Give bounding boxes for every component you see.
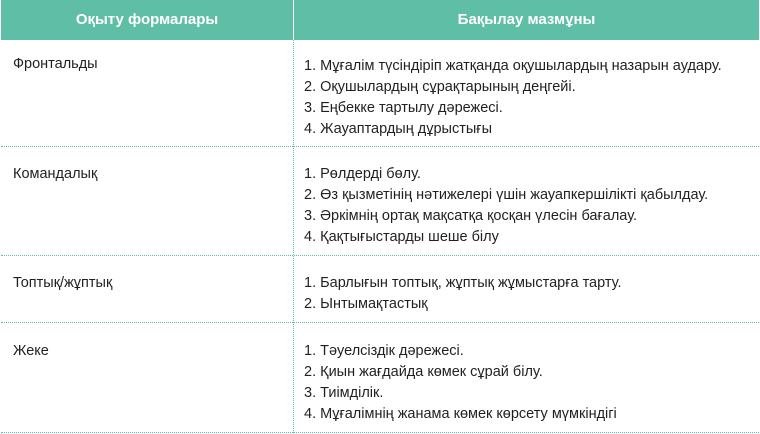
table-row [1, 147, 759, 256]
list-item: 1. Рөлдерді бөлу. [304, 166, 421, 182]
list-item: 1. Тәуелсіздік дәрежесі. [304, 343, 464, 359]
control-list [304, 164, 708, 248]
list-item: 2. Ынтымақтастық [304, 296, 428, 312]
list-item: 3. Тиімділік. [304, 385, 384, 401]
list-item: 1. Барлығын топтық, жұптық жұмыстарға тарту. [304, 275, 622, 291]
list-item: 2. Оқушылардың сұрақтарының деңгейі. [304, 79, 576, 95]
list-item: 1. Мұғалім түсіндіріп жатқанда оқушылардың назарын аудару. [304, 58, 722, 74]
table-row [1, 40, 759, 147]
content-table [1, 0, 759, 433]
column-divider [293, 40, 294, 433]
list-item: 4. Жауаптардың дұрыстығы [304, 121, 492, 137]
list-item: 3. Еңбекке тартылу дәрежесі. [304, 100, 503, 116]
control-list [304, 56, 722, 140]
form-name: Топтық/жұптық [13, 275, 113, 291]
form-name: Командалық [13, 166, 98, 182]
table-row [1, 323, 759, 433]
list-item: 4. Мұғалімнің жанама көмек көрсету мүмкіндігі [304, 406, 617, 422]
list-item: 2. Өз қызметінің нәтижелері үшін жауапкершілікті қабылдау. [304, 187, 709, 203]
form-name: Фронтальды [13, 56, 98, 72]
form-name: Жеке [13, 343, 49, 359]
control-list [304, 273, 622, 315]
list-item: 3. Әркімнің ортақ мақсатқа қосқан үлесін бағалау. [304, 208, 638, 224]
list-item: 4. Қақтығыстарды шеше білу [304, 229, 499, 245]
header-content: Бақылау мазмұны [457, 11, 596, 28]
list-item: 2. Қиын жағдайда көмек сұрай білу. [304, 364, 543, 380]
control-list [304, 341, 617, 425]
table-row [1, 256, 759, 323]
table-header [1, 0, 759, 40]
header-forms: Оқыту формалары [75, 11, 219, 28]
